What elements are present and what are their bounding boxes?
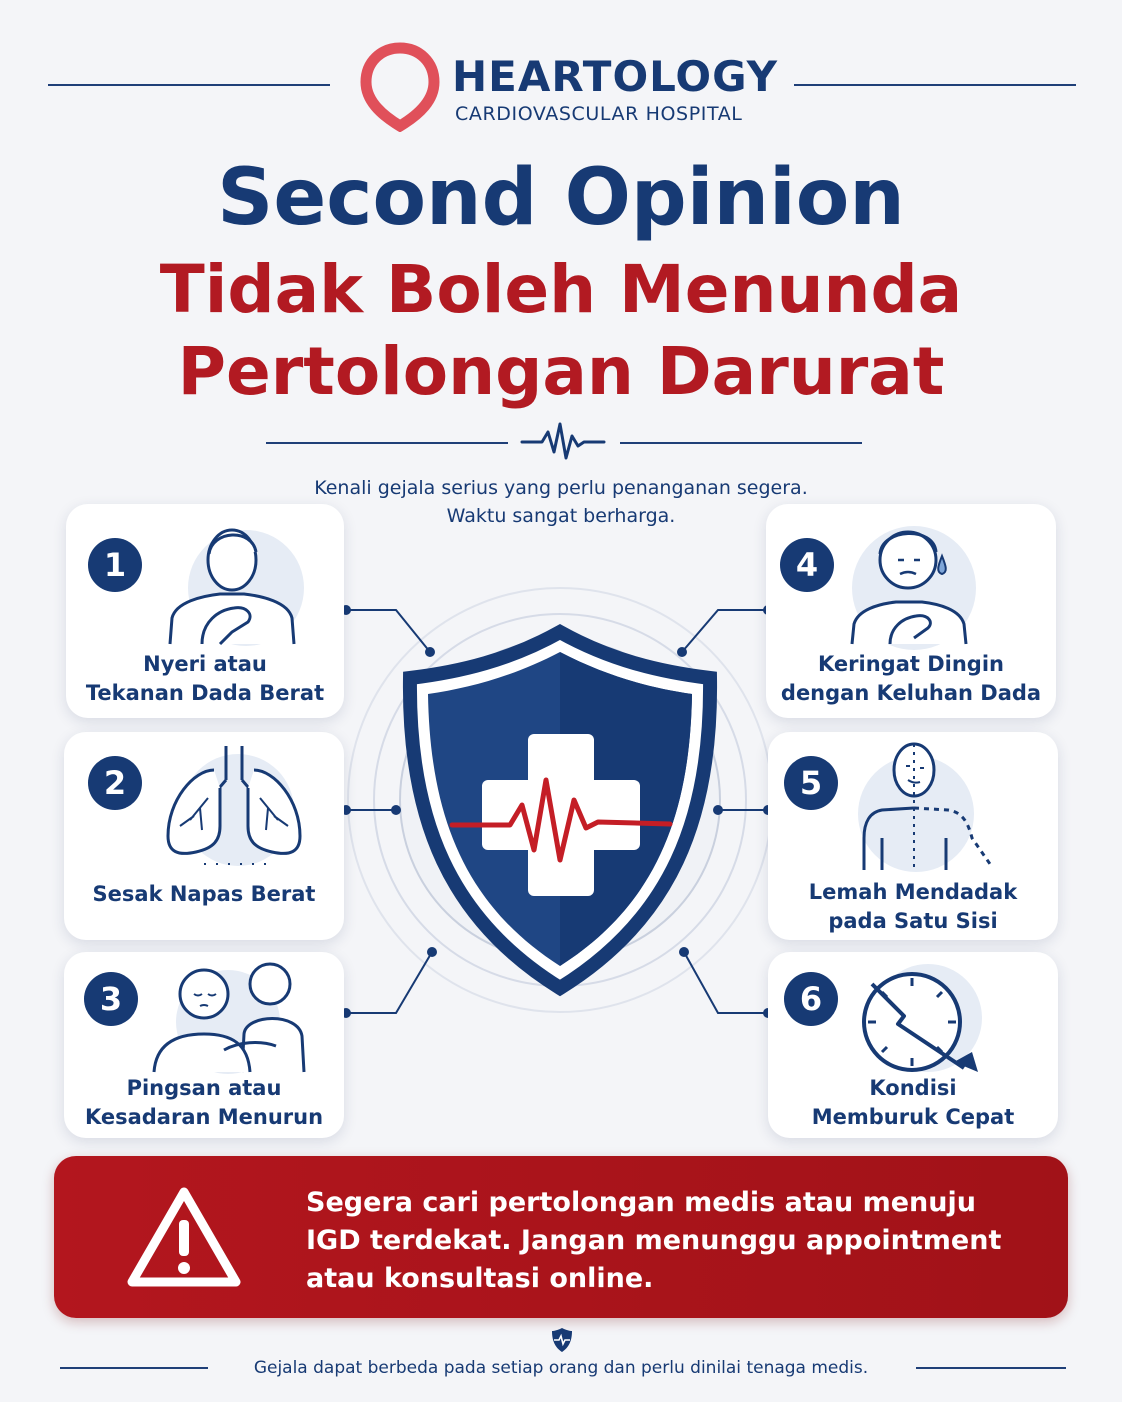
symptom-label-line: Kondisi: [869, 1076, 957, 1100]
symptom-number-badge: 1: [88, 538, 142, 592]
symptom-label-line: Pingsan atau: [126, 1076, 282, 1100]
symptom-label-4: [766, 650, 1056, 708]
warning-line: Segera cari pertolongan medis atau menuju: [306, 1187, 976, 1218]
symptom-label-line: Nyeri atau: [143, 652, 267, 676]
headline-line-1: Second Opinion: [217, 153, 905, 243]
symptom-label-6: [768, 1074, 1058, 1132]
symptom-label-line: Sesak Napas Berat: [92, 882, 316, 906]
warning-line: atau konsultasi online.: [306, 1263, 654, 1294]
warning-text: [306, 1184, 1036, 1298]
connector-dot: [427, 947, 437, 957]
clock-decline-icon: [846, 958, 996, 1076]
symptom-number-badge: 3: [84, 972, 138, 1026]
footer-disclaimer: Gejala dapat berbeda pada setiap orang dan perlu dinilai tenaga medis.: [253, 1358, 869, 1378]
headline-line-2: Tidak Boleh Menunda: [159, 251, 963, 328]
symptom-label-line: dengan Keluhan Dada: [780, 681, 1042, 705]
symptom-card-6: [768, 952, 1058, 1138]
sweating-person-icon: [838, 512, 998, 652]
fainting-person-icon: [148, 954, 318, 1074]
warning-triangle-icon: [124, 1184, 244, 1292]
pulse-icon: [520, 418, 606, 466]
pulse-divider-right: [620, 442, 862, 444]
symptom-card-3: [64, 952, 344, 1138]
symptom-label-1: [66, 650, 344, 708]
intro-line-2: Waktu sangat berharga.: [446, 505, 676, 527]
headline-line-3: Pertolongan Darurat: [177, 333, 945, 410]
symptom-label-line: Kesadaran Menurun: [84, 1105, 324, 1129]
chest-pain-person-icon: [162, 510, 312, 650]
symptom-number-badge: 5: [784, 756, 838, 810]
symptom-card-5: [768, 732, 1058, 940]
header-divider-left: [48, 84, 330, 86]
symptom-label-5: [768, 878, 1058, 936]
symptom-card-2: [64, 732, 344, 940]
pulse-divider-left: [266, 442, 508, 444]
symptom-number-badge: 2: [88, 756, 142, 810]
warning-line: IGD terdekat. Jangan menunggu appointment: [306, 1225, 1002, 1256]
connector-dot: [391, 805, 401, 815]
symptom-label-line: Memburuk Cepat: [811, 1105, 1015, 1129]
emergency-warning-banner: [54, 1156, 1068, 1318]
shield-pulse-icon: [550, 1326, 574, 1354]
symptom-label-line: pada Satu Sisi: [828, 909, 998, 933]
brand-name: HEARTOLOGY: [452, 52, 779, 101]
symptom-label-line: Tekanan Dada Berat: [85, 681, 325, 705]
symptom-label-3: [64, 1074, 344, 1132]
symptom-number-badge: 4: [780, 538, 834, 592]
connector-dot: [677, 647, 687, 657]
one-side-weakness-icon: [844, 738, 1004, 874]
symptom-label-line: Keringat Dingin: [818, 652, 1004, 676]
symptom-label-line: Lemah Mendadak: [808, 880, 1018, 904]
header-divider-right: [794, 84, 1076, 86]
symptom-card-1: [66, 504, 344, 718]
connector-dot: [679, 947, 689, 957]
symptom-card-4: [766, 504, 1056, 718]
brand-subtitle: CARDIOVASCULAR HOSPITAL: [455, 103, 743, 125]
lungs-icon: [154, 740, 314, 870]
intro-line-1: Kenali gejala serius yang perlu penanganan segera.: [314, 477, 808, 499]
connector-dot: [425, 647, 435, 657]
symptom-number-badge: 6: [784, 972, 838, 1026]
heartology-logo-icon: [360, 42, 440, 132]
connector-lines: [340, 600, 780, 1030]
symptom-label-2: [64, 880, 344, 909]
connector-dot: [713, 805, 723, 815]
